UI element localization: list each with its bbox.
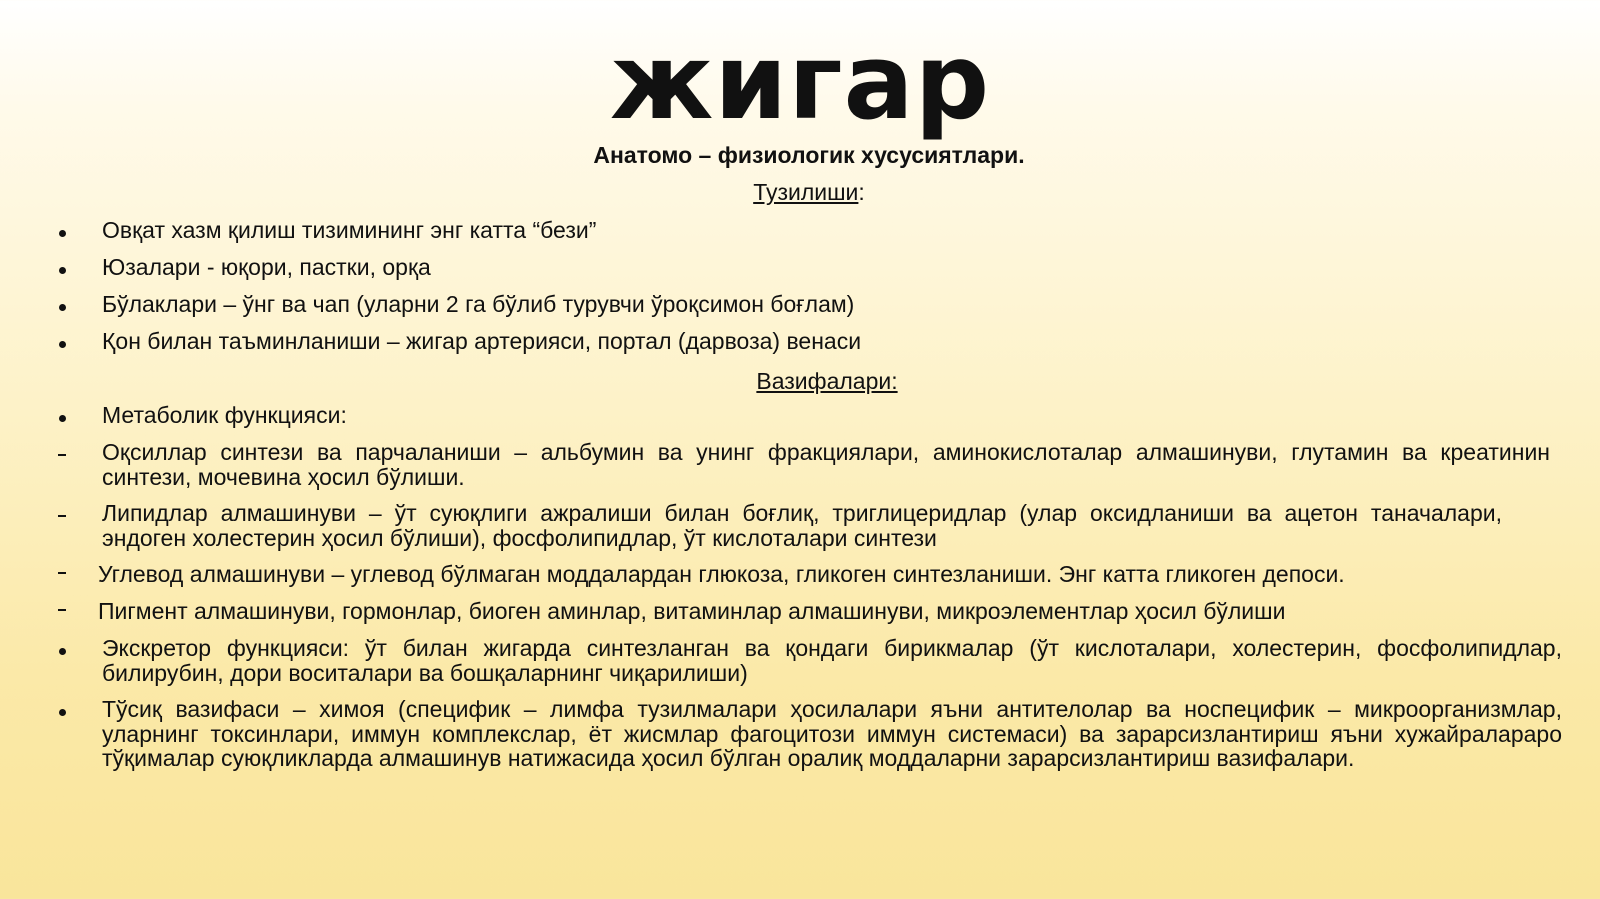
functions-item-text: Экскретор функцияси: ўт билан жигарда синтезланган ва қондаги бирикмалар (ўт кислоталари, холестерин, фосфолипидлар, билирубин, дори воситалари ва бошқаларнинг чиқарилиши) (102, 635, 1562, 686)
structure-heading (0, 175, 1600, 209)
structure-item-text: Овқат хазм қилиш тизимининг энг катта “бези” (102, 217, 597, 243)
functions-subitem-text: Пигмент алмашинуви, гормонлар, биоген аминлар, витаминлар алмашинуви, микроэлементлар ҳосил бўлиши (98, 598, 1286, 624)
structure-heading-colon: : (858, 179, 865, 205)
structure-item-text: Қон билан таъминланиши – жигар артерияси, портал (дарвоза) венаси (102, 328, 862, 354)
slide-title: жигар (609, 21, 991, 143)
functions-item-text: Метаболик функцияси: (102, 402, 347, 428)
functions-heading-label: Вазифалари: (756, 368, 898, 394)
functions-heading (0, 364, 1600, 398)
functions-subitem-text: Липидлар алмашинуви – ўт суюқлиги ажралиши билан боғлиқ, триглицеридлар (улар оксидланиши ва ацетон таначалари, эндоген холестерин ҳосил бўлиши), фосфолипидлар, ўт кислоталари синтези (102, 500, 1502, 551)
functions-item-text: Тўсиқ вазифаси – химоя (специфик – лимфа тузилмалари ҳосилалари яъни антителолар ва носпецифик – микроорганизмлар, уларнинг токсинлари, иммун комплекслар, ёт жисмлар фагоцитози иммун системаси) ва зарарсизлантириш яъни хужайралараро тўқималар суюқликларда алмашинув натижасида ҳосил бўлган оралиқ моддаларни зарарсизлантириш вазифалари. (102, 696, 1562, 771)
structure-heading-label: Тузилиши (753, 179, 859, 205)
structure-item-text: Юзалари - юқори, пастки, орқа (102, 254, 431, 280)
structure-item-text: Бўлаклари – ўнг ва чап (уларни 2 га бўлиб турувчи ўроқсимон боғлам) (102, 291, 855, 317)
functions-subitem-text: Оқсиллар синтези ва парчаланиши – альбумин ва унинг фракциялари, аминокислоталар алмашинуви, глутамин ва креатинин синтези, мочевина ҳосил бўлиши. (102, 439, 1550, 490)
slide-subtitle: Анатомо – физиологик хусусиятлари. (593, 142, 1025, 168)
functions-subitem-text: Углевод алмашинуви – углевод бўлмаган моддалардан глюкоза, гликоген синтезланиши. Энг катта гликоген депоси. (98, 561, 1345, 587)
